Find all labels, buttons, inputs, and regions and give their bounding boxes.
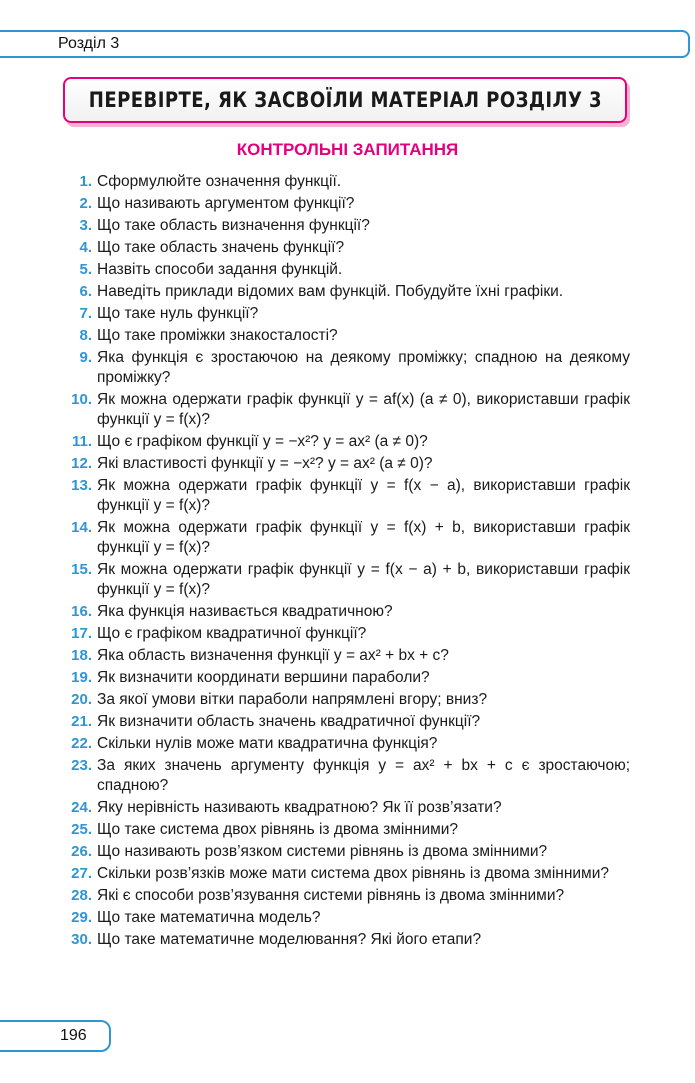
question-text: Скільки нулів може мати квадратична функція?	[97, 735, 438, 752]
page-number: 196	[60, 1027, 87, 1044]
question-item	[55, 518, 630, 558]
question-text: Як можна одержати графік функції y = f(x) + b, використавши графік функції y = f(x)?	[97, 519, 630, 556]
question-text: Що є графіком функції y = −x²? y = ax² (a ≠ 0)?	[97, 433, 428, 450]
question-number: 8.	[79, 327, 92, 344]
question-text: Як визначити область значень квадратичної функції?	[97, 713, 481, 730]
question-item	[55, 602, 630, 622]
question-number: 6.	[79, 283, 92, 300]
question-number: 2.	[79, 195, 92, 212]
question-item	[55, 282, 630, 302]
question-number: 3.	[79, 217, 92, 234]
question-number: 26.	[71, 843, 92, 860]
question-item	[55, 690, 630, 710]
question-number: 18.	[71, 647, 92, 664]
question-item	[55, 756, 630, 796]
question-text: Яка функція називається квадратичною?	[97, 603, 393, 620]
question-item	[55, 348, 630, 388]
question-number: 9.	[79, 349, 92, 366]
question-text: Яка функція є зростаючою на деякому проміжку; спадною на деякому проміжку?	[97, 349, 630, 386]
question-item	[55, 216, 630, 236]
question-number: 1.	[79, 173, 92, 190]
question-text: Яку нерівність називають квадратною? Як її розв’язати?	[97, 799, 502, 816]
question-item	[55, 238, 630, 258]
question-item	[55, 864, 630, 884]
question-number: 14.	[71, 519, 92, 536]
question-text: Що таке математичне моделювання? Які його етапи?	[97, 931, 482, 948]
question-number: 21.	[71, 713, 92, 730]
question-item	[55, 476, 630, 516]
question-number: 29.	[71, 909, 92, 926]
question-item	[55, 646, 630, 666]
question-item	[55, 668, 630, 688]
section-subtitle: КОНТРОЛЬНІ ЗАПИТАННЯ	[236, 140, 459, 159]
question-text: Що називають розв’язком системи рівнянь із двома змінними?	[97, 843, 548, 860]
question-text: Що таке область значень функції?	[97, 239, 345, 256]
question-item	[55, 454, 630, 474]
question-number: 27.	[71, 865, 92, 882]
question-item	[55, 432, 630, 452]
question-item	[55, 930, 630, 950]
question-text: Що називають аргументом функції?	[97, 195, 355, 212]
question-item	[55, 798, 630, 818]
question-text: Що таке область визначення функції?	[97, 217, 370, 234]
question-number: 23.	[71, 757, 92, 774]
question-item	[55, 560, 630, 600]
question-text: За яких значень аргументу функція y = ax² + bx + c є зростаючою; спадною?	[97, 757, 630, 794]
question-text: Як можна одержати графік функції y = af(x) (a ≠ 0), використавши графік функції y = f(x)?	[97, 391, 630, 428]
question-number: 20.	[71, 691, 92, 708]
question-item	[55, 842, 630, 862]
question-text: Яка область визначення функції y = ax² + bx + c?	[97, 647, 449, 664]
question-number: 25.	[71, 821, 92, 838]
question-text: Назвіть способи задання функцій.	[97, 261, 343, 278]
question-text: Які властивості функції y = −x²? y = ax² (a ≠ 0)?	[97, 455, 433, 472]
questions-list	[55, 172, 630, 952]
question-text: Скільки розв’язків може мати система двох рівнянь із двома змінними?	[97, 865, 609, 882]
question-number: 10.	[71, 391, 92, 408]
question-item	[55, 390, 630, 430]
question-text: Як визначити координати вершини параболи?	[97, 669, 430, 686]
question-item	[55, 260, 630, 280]
question-text: Що таке математична модель?	[97, 909, 321, 926]
question-text: Сформулюйте означення функції.	[97, 173, 342, 190]
question-number: 22.	[71, 735, 92, 752]
question-number: 17.	[71, 625, 92, 642]
question-item	[55, 908, 630, 928]
question-item	[55, 712, 630, 732]
question-number: 24.	[71, 799, 92, 816]
chapter-review-title-box	[63, 77, 627, 123]
question-text: Що таке система двох рівнянь із двома змінними?	[97, 821, 459, 838]
question-item	[55, 820, 630, 840]
question-item	[55, 172, 630, 192]
question-number: 13.	[71, 477, 92, 494]
section-label: Розділ 3	[58, 35, 120, 52]
question-number: 28.	[71, 887, 92, 904]
question-text: Що є графіком квадратичної функції?	[97, 625, 367, 642]
question-number: 11.	[71, 433, 92, 450]
question-number: 5.	[79, 261, 92, 278]
question-number: 15.	[71, 561, 92, 578]
question-item	[55, 304, 630, 324]
page-title: ПЕРЕВІРТЕ, ЯК ЗАСВОЇЛИ МАТЕРІАЛ РОЗДІЛУ 3	[88, 88, 602, 112]
question-item	[55, 194, 630, 214]
question-item	[55, 734, 630, 754]
question-text: Які є способи розв’язування системи рівнянь із двома змінними?	[97, 887, 565, 904]
question-item	[55, 886, 630, 906]
question-text: Як можна одержати графік функції y = f(x − a), використавши графік функції y = f(x)?	[97, 477, 630, 514]
question-text: Що таке проміжки знакосталості?	[97, 327, 338, 344]
question-item	[55, 326, 630, 346]
question-text: Як можна одержати графік функції y = f(x − a) + b, використавши графік функції y = f(x)?	[97, 561, 630, 598]
question-text: За якої умови вітки параболи напрямлені вгору; вниз?	[97, 691, 488, 708]
question-number: 19.	[71, 669, 92, 686]
section-header	[0, 30, 690, 58]
question-number: 4.	[79, 239, 92, 256]
page-number-box	[0, 1020, 111, 1052]
question-number: 16.	[71, 603, 92, 620]
question-item	[55, 624, 630, 644]
question-number: 30.	[71, 931, 92, 948]
question-text: Наведіть приклади відомих вам функцій. Побудуйте їхні графіки.	[97, 283, 564, 300]
question-number: 12.	[71, 455, 92, 472]
question-text: Що таке нуль функції?	[97, 305, 259, 322]
question-number: 7.	[79, 305, 92, 322]
